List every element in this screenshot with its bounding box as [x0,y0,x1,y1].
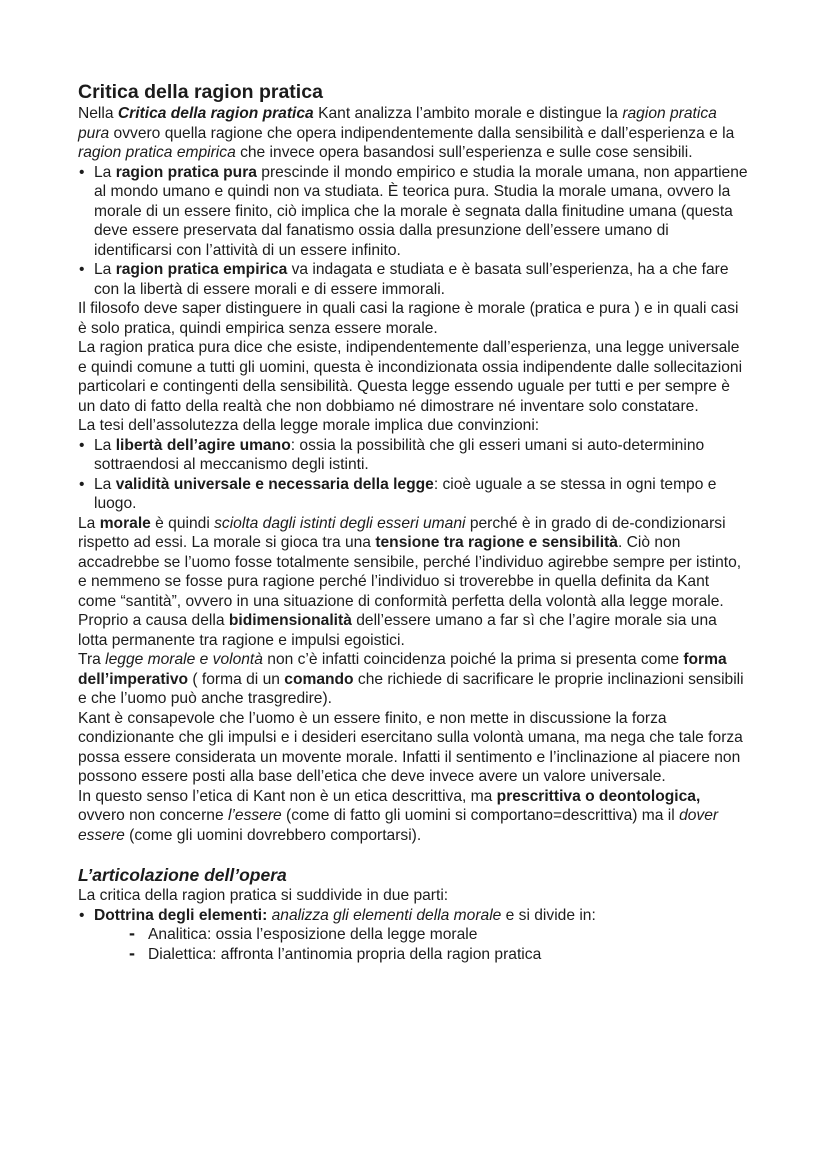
morale-paragraph [78,514,750,651]
paragraph-italic: l’essere [227,807,282,824]
list-item-term: ragion pratica pura [115,163,257,181]
list-item [78,906,750,926]
paragraph-bold: prescrittiva o deontologica, [496,787,701,805]
list-item-text: La [94,163,116,181]
paragraph-text: La [78,514,100,532]
list-item-text: La [94,436,116,454]
list-item-text: : ossia la possibilità che gli esseri umani si auto-determinino sottraendosi al meccanismo degli istinti. [94,436,705,473]
intro-text: Nella [78,105,118,122]
paragraph-italic: sciolta dagli istinti degli esseri umani [214,514,466,532]
section-intro: La critica della ragion pratica si suddivide in due parti: [78,887,449,904]
list-item-text: prescinde il mondo empirico e studia la morale umana, non appartiene al mondo umano e quindi non va studiata. È teorica pura. Studia la morale umana, ovvero la morale di un essere finito, ciò implica che la morale è segnata dalla finitudine umana (questa deve essere preservata dal fanatismo ossia dalla presunzione dell’essere umano di identificarsi con l’attività di un essere infinito. [94,163,748,259]
intro-paragraph [78,104,750,163]
structure-list [78,906,750,926]
intro-emphasis: ragion pratica pura [78,105,717,142]
list-item-text: va indagata e studiata e è basata sull’esperienza, ha a che fare con la libertà di essere morali e di essere immorali. [94,261,729,298]
paragraph-text: è quindi [150,514,215,532]
list-item [78,475,750,514]
paragraph-bold: tensione tra ragione e sensibilità [375,534,618,551]
list-item-term: ragion pratica empirica [115,261,288,278]
paragraph-bold: comando [284,670,354,688]
intro-text: Kant analizza l’ambito morale e distingue la [313,105,623,122]
paragraph-text: . Ciò non accadrebbe se l’uomo fosse totalmente sensibile, perché l’individuo agirebbe sempre per istinto, e nemmeno se fosse pura ragione perché l’individuo si troverebbe in quella definita da Kant come “santità”, ovvero in una situazione di conformità perfetta della volontà alla legge morale. Proprio a causa della [78,534,742,629]
list-item [78,260,750,299]
paragraph-text: ovvero non concerne [78,807,228,824]
intro-emphasis: ragion pratica empirica [78,144,236,161]
sub-list-item: - Dialettica: affronta l’antinomia propria della ragion pratica [128,945,750,965]
paragraph-bold: forma dell’imperativo [78,651,727,688]
sub-list [78,925,750,964]
section-heading: L’articolazione dell’opera [78,865,287,885]
paragraph-italic: dover essere [78,807,719,844]
intro-work-title: Critica della ragion pratica [117,105,314,122]
paragraph: Il filosofo deve saper distinguere in quali casi la ragione è morale (pratica e pura ) e in quali casi è solo pratica, quindi empirica senza essere morale. [78,300,739,337]
list-item-text: La [94,261,116,278]
convictions-list [78,436,750,514]
paragraph-text: che richiede di sacrificare le proprie inclinazioni sensibili e che l’uomo può anche trasgredire). [78,670,744,707]
paragraph-italic: legge morale e volontà [105,651,263,668]
paragraph-bold: morale [99,514,151,532]
list-item-term: Dottrina degli elementi: [94,906,268,924]
list-item-term: libertà dell’agire umano [115,436,291,454]
paragraph-text: non c’è infatti coincidenza poiché la prima si presenta come [262,651,684,668]
paragraph: La ragion pratica pura dice che esiste, indipendentemente dall’esperienza, una legge universale e quindi comune a tutti gli uomini, questa è incondizionata ossia indipendente dalle sollecitazioni particolari e contingenti della sensibilità. Questa legge essendo uguale per tutti e per sempre è un dato di fatto della realtà che non dobbiamo né dimostrare né inventare solo constatare. [78,339,743,415]
paragraph-text: perché è in grado di de-condizionarsi rispetto ad essi. La morale si gioca tra una [78,514,726,551]
list-item-text: e si divide in: [501,906,596,924]
paragraph-text: (come di fatto gli uomini si comportano=descrittiva) ma il [281,807,680,824]
list-item-term: validità universale e necessaria della legge [115,475,434,493]
imperative-paragraph [78,650,750,709]
list-item-text: : cioè uguale a se stessa in ogni tempo e luogo. [94,475,717,512]
paragraph-text: (come gli uomini dovrebbero comportarsi). [124,826,422,844]
paragraph-text: ( forma di un [188,670,285,688]
intro-text: che invece opera basandosi sull’esperienza e sulle cose sensibili. [235,144,693,161]
paragraph-text: In questo senso l’etica di Kant non è un etica descrittiva, ma [78,787,497,805]
paragraph-text: Tra [78,651,106,668]
list-item [78,163,750,261]
paragraph-bold: bidimensionalità [228,612,352,629]
paragraph: Kant è consapevole che l’uomo è un essere finito, e non mette in discussione la forza condizionante che gli impulsi e i desideri esercitano sulla volontà umana, ma nega che tale forza possa essere considerata un movente morale. Infatti il sentimento e l’inclinazione al piacere non possono essere posti alla base dell’etica che deve invece avere un valore universale. [78,709,743,785]
ethics-paragraph [78,787,750,846]
intro-text: ovvero quella ragione che opera indipendentemente dalla sensibilità e dall’esperienza e la [109,124,735,142]
list-item [78,436,750,475]
paragraph: La tesi dell’assolutezza della legge morale implica due convinzioni: [78,417,540,434]
sub-list-item: - Analitica: ossia l’esposizione della legge morale [128,925,750,945]
reason-types-list [78,163,750,300]
paragraph-text: dell’essere umano a far sì che l’agire morale sia una lotta permanente tra ragione e impulsi egoistici. [78,612,717,649]
list-item-text: La [94,475,116,493]
list-item-italic: analizza gli elementi della morale [267,906,502,924]
page-title: Critica della ragion pratica [78,81,323,103]
